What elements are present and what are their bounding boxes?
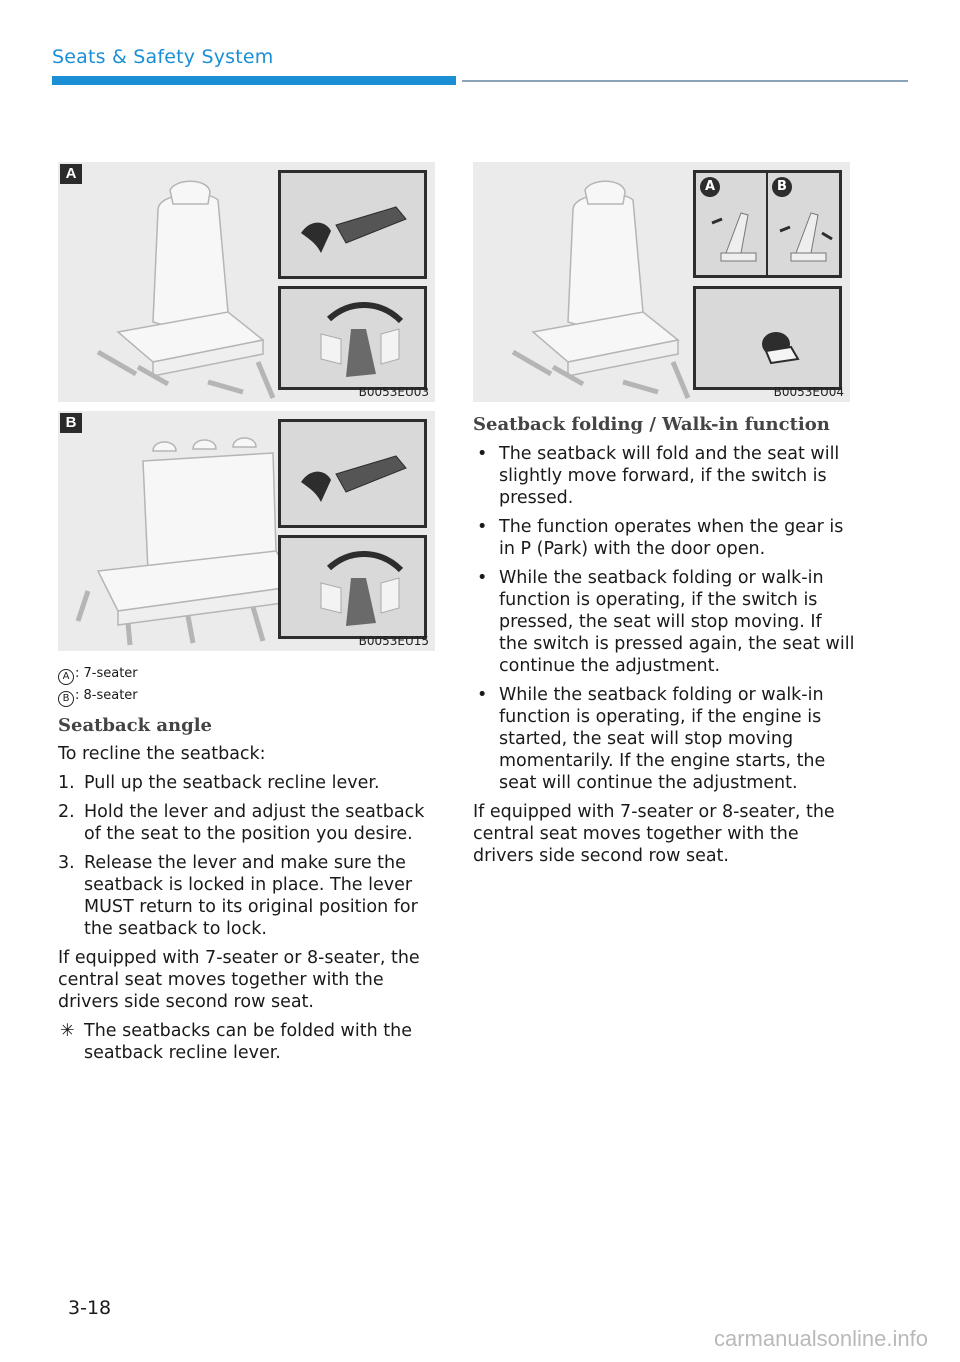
page-number: 3-18	[68, 1297, 112, 1319]
step-1: 1. Pull up the seatback recline lever.	[58, 773, 380, 793]
watermark: carmanualsonline.info	[713, 1326, 928, 1351]
legend-text-a: : 7-seater	[75, 666, 138, 681]
bullet-4: • While the seatback folding or walk-in function is operating, if the engine is started, the seat will stop moving momentarily. If the engine starts, the seat will continue the adjustment.	[477, 685, 826, 793]
intro-text: To recline the seatback:	[58, 744, 266, 764]
inset-recline-motion	[278, 286, 427, 390]
section-title: Seats & Safety System	[52, 46, 274, 68]
lever-illustration	[281, 173, 424, 276]
step-2: 2. Hold the lever and adjust the seatback of the seat to the position you desire.	[58, 802, 425, 844]
figure-b-tag: B	[60, 413, 82, 433]
legend-text-b: : 8-seater	[75, 688, 138, 703]
right-column	[473, 406, 855, 867]
switch-illustration	[696, 289, 839, 387]
figure-a-tag: A	[60, 164, 82, 184]
note-mark: ✳	[60, 1021, 75, 1041]
legend-mark-b: B	[58, 691, 74, 707]
mode-b-badge: B	[772, 177, 792, 197]
legend-item-8-seater	[58, 685, 438, 707]
recline-arc-illustration	[281, 289, 424, 387]
figure-b	[58, 411, 435, 651]
heading-walk-in: Seatback folding / Walk-in function	[473, 414, 830, 435]
left-paragraph: If equipped with 7-seater or 8-seater, the central seat moves together with the drivers side second row seat.	[58, 948, 420, 1012]
figure-b-code: B0053EU15	[358, 634, 429, 648]
heading-seatback-angle: Seatback angle	[58, 715, 213, 736]
recline-arc-illustration-b	[281, 538, 424, 636]
figure-a	[58, 162, 435, 402]
bullet-2: • The function operates when the gear is in P (Park) with the door open.	[477, 517, 844, 559]
inset-recline-lever-b	[278, 419, 427, 528]
mode-a-badge: A	[700, 177, 720, 197]
header-rule	[462, 80, 908, 82]
bullet-1: • The seatback will fold and the seat will slightly move forward, if the switch is pressed.	[477, 444, 840, 508]
inset-switch	[693, 286, 842, 390]
legend-item-7-seater	[58, 663, 438, 685]
inset-recline-motion-b	[278, 535, 427, 639]
figure-a-code: B0053EU03	[358, 385, 429, 399]
figure-c-code: B0053EU04	[773, 385, 844, 399]
inset-recline-lever	[278, 170, 427, 279]
fold-seat-icons	[696, 173, 839, 275]
left-column	[58, 663, 438, 1064]
bullet-3: • While the seatback folding or walk-in function is operating, if the switch is pressed, the seat will stop moving. If the switch is pressed again, the seat will continue the adjustment.	[477, 568, 855, 676]
right-paragraph: If equipped with 7-seater or 8-seater, the central seat moves together with the drivers side second row seat.	[473, 802, 835, 866]
header-rule-accent	[52, 76, 456, 85]
lever-illustration-b	[281, 422, 424, 525]
legend-mark-a: A	[58, 669, 74, 685]
inset-mode-diagram	[693, 170, 842, 278]
figure-c	[473, 162, 850, 402]
note: ✳ The seatbacks can be folded with the seatback recline lever.	[60, 1021, 412, 1063]
step-3: 3. Release the lever and make sure the seatback is locked in place. The lever MUST return to its original position for the seatback to lock.	[58, 853, 418, 939]
